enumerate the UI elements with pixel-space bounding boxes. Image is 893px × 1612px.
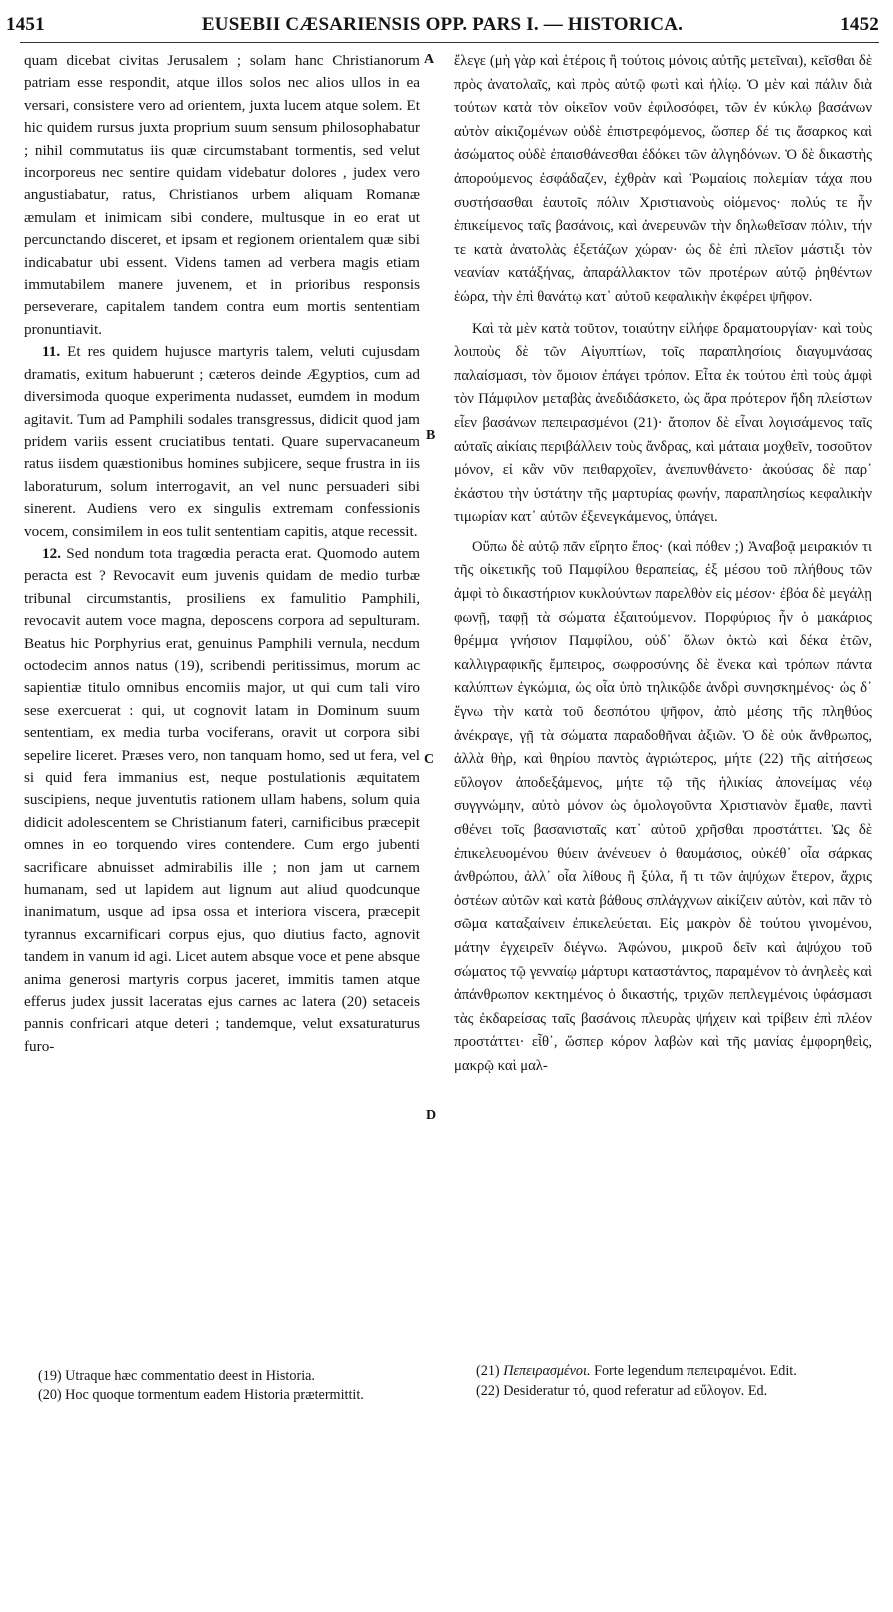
margin-marker-c: C <box>424 752 435 767</box>
greek-paragraph-3: Οὔπω δὲ αὐτῷ πᾶν εἴρητο ἔπος· (καὶ πόθεν ;) Ἀναβοᾷ μειρακιόν τι τῆς οἰκετικῆς τοῦ Παμφίλου θεραπείας, ἐξ μέσου τοῦ πλήθους τῶν ἀμφὶ τὸ δικαστήριον κυκλούντων παρελθὸν εἰς μέσον· ἐβόα δὲ μεγάλῃ φωνῇ, ταφῇ τὰ σώματα ἐξαιτούμενον. Πορφύριος ἦν ὁ μακάριος θρέμμα γνήσιον Παμφίλου, οὐδ᾽ ὅλων ὀκτὼ καὶ δέκα ἐτῶν, καλλιγραφικῆς ἔμπειρος, σωφροσύνης δὲ ἕνεκα καὶ τρόπων πάντα καλύπτων ἐγκώμια, ὡς οἷα ὑπὸ τηλικῷδε ἀνδρὶ συνησκημένος· ὡς δ᾽ ἔγνω τὴν κατὰ τοῦ δεσπότου ψῆφον, ἀπὸ μέσης τῆς πληθύος ἀνέκραγε, γῇ τὰ σώματα παραδοθῆναι ἀξιῶν. Ὁ δὲ οὐκ ἄνθρωπος, ἀλλὰ θὴρ, καὶ θηρίου παντὸς ἀγριώτερος, μήτε (22) τῆς αἰτήσεως εὔλογον ἀποδεξάμενος, μήτε τῷ τῆς ἡλικίας ἀπονείμας νέῳ συγγνώμην, αὐτὸ μόνον ὡς ὁμολογοῦντα Χριστιανὸν ἔμαθε, παντὶ σθένει τοῖς βασανισταῖς κατ᾽ αὐτοῦ χρῆσθαι προστάττει. Ὡς δὲ ἐπικελευομένου θύειν ἀνένευεν ὁ θαυμάσιος, οὐκέθ᾽ οἷα σάρκας ἀνθρώπου, ἀλλ᾽ οἷα λίθους ἢ ξύλα, ἤ τι τῶν ἀψύχων ἕτερον, ἄχρις ὀστέων αὐτῶν καὶ κατὰ βάθους σπλάγχνων αἰκίζειν αὐτὸν, καὶ πᾶν τὸ σῶμα καταξαίνειν ἐπικελεύεται. Εἰς μακρὸν δὲ τούτου γινομένου, μάτην ἐγχειρεῖν διέγνω. Ἀφώνου, μικροῦ δεῖν καὶ ἀψύχου τοῦ σώματος τῷ γενναίῳ μάρτυρι καταστάντος, παραμένον τὸ ἀνηλεὲς καὶ ἀπάνθρωπον κεκτημένος ὁ δικαστής, τριχῶν πεπλεγμένοις ὑφάσμασι τὰς ἐκδαρείσας ταῖς βασάνοις πλευρὰς ψήχειν καὶ τρίβειν ἐπὶ πλέον προστάττει· εἶθ᾽, ὥσπερ κόρον λαβὼν καὶ τῆς μανίας ἐμφορηθεὶς, μακρῷ καὶ μαλ- <box>454 538 872 1074</box>
latin-paragraph-11 <box>24 341 420 543</box>
page-number-right: 1452 <box>840 14 879 35</box>
latin-paragraph-11-text: Et res quidem hujusce martyris talem, veluti cujusdam dramatis, exitum habuerunt ; cæteros deinde Ægyptios, cum ad diversimoda quoque experimenta nudasset, eumdem in modum agitavit. Tum ad Pamphili sodales transgressus, didicit quod jam pridem variis essent cruciatibus tentati. Quare supervacaneum ratus iisdem quæstionibus homines subjicere, seque frustra in iis laboraturum, solum interrogavit, an vel nunc persuaderi sibi sinerent. Audiens vero ex singulis extremam confessionis vocem, consimilem in eos tulit sententiam capitis, atque recessit. <box>24 343 420 540</box>
margin-marker-d: D <box>426 1108 437 1123</box>
footnote-19: (19) Utraque hæc commentatio deest in Historia. <box>38 1368 315 1384</box>
section-number-11: 11. <box>42 343 61 361</box>
margin-marker-a: A <box>424 52 435 67</box>
latin-paragraph-12-text: Sed nondum tota tragœdia peracta erat. Quomodo autem peracta est ? Revocavit eum juvenis quidam de medio turbæ tribunal circumstantis, prosiliens ex famulitio Pamphili, revocavit autem voce magna, deposcens corpora ad sepulturam. Beatus hic Porphyrius erat, genuinus Pamphili vernula, necdum octodecim annos natus (19), scribendi peritissimus, morum ac sapientiæ titulo omnibus encomiis major, ut qui cum tali viro sese exercuerat : qui, ut cognovit latam in Dominum suum sententiam, ex media turba vociferans, oravit ut corpora sibi sepelire liceret. Præses vero, non tanquam homo, sed ut fera, vel si quid fera immanius est, neque postulationis æquitatem suscipiens, neque juventutis rationem ullam habens, solum quia didicit adolescentem se Christianum fateri, carnificibus præcepit omnes in eo torquendo vires contendere. Cum ergo jubenti sacrificare abnuisset admirabilis ille ; non jam ut carnem humanam, sed ut lapidem aut lignum aut aliud quodcunque inanimatum, usque ad ipsa ossa et interiora viscera, præcepit tyrannus excarnificari corpus ejus, quo diutius facto, agnovit tandem in vanum id agi. Licet autem absque voce et pene absque anima generosi martyris corpus jaceret, immitis tamen atque efferus judex jussit laceratas ejus carnes ac latera (20) setaceis pannis confricari atque deteri ; tandemque, velut exsaturaturus furo- <box>24 544 420 1055</box>
footnote-21-number: (21) <box>476 1363 500 1379</box>
footnote-21-lemma: Πεπειρασμένοι. <box>503 1363 591 1379</box>
latin-column <box>24 50 420 1058</box>
greek-footnotes <box>462 1362 872 1402</box>
footnote-22 <box>462 1382 872 1400</box>
margin-marker-b: B <box>426 428 436 443</box>
greek-paragraph-1: ἔλεγε (μὴ γὰρ καὶ ἑτέροις ἢ τούτοις μόνοις αὐτῆς μετεῖναι), κεῖσθαι δὲ πρὸς ἀνατολαῖς, καὶ πρὸς αὐτῷ φωτὶ καὶ ἡλίῳ. Ὁ μὲν καὶ πάλιν διὰ τούτων κατὰ τὸν οἰκεῖον νοῦν ἐφιλοσόφει, τῶν ἐν κύκλῳ βασάνων αὐτὸν αἰκιζομένων οὐδὲ ἐπιστρεφόμενος, ὥσπερ δέ τις ἄσαρκος καὶ ἀσώματος οὐδὲ ἐπαισθάνεσθαι ἐδόκει τῶν ἀλγηδόνων. Ὁ δὲ δικαστὴς ἀπορούμενος ἐσφάδαζεν, ἐχθρὰν καὶ Ῥωμαίοις πολεμίαν τάχα που συστήσασθαι ἑαυτοῖς πόλιν Χριστιανοὺς οἰόμενος· πολύς τε ἦν ἐπικείμενος ταῖς βασάνοις, καὶ ἀνερευνῶν τὴν δηλωθεῖσαν πόλιν, τήν τε κατὰ ἀνατολὰς ἐξετάζων χώραν· ὡς δὲ ἐπὶ πλεῖον μάστιξι τὸν νεανίαν κατάξήνας, ἀπαράλλακτον τῶν προτέρων αὐτῷ ῥηθέντων ἑώρα, τὴν ἐπὶ θανάτῳ κατ᾽ αὐτοῦ κεφαλικὴν ἐκφέρει ψῆφον. <box>454 53 872 305</box>
latin-footnotes <box>24 1368 420 1406</box>
page-number-left: 1451 <box>6 14 45 35</box>
running-title: EUSEBII CÆSARIENSIS OPP. PARS I. — HISTORICA. <box>201 14 684 35</box>
greek-paragraph-2: Καὶ τὰ μὲν κατὰ τοῦτον, τοιαύτην εἰλήφε δραματουργίαν· καὶ τοὺς λοιποὺς δὲ τῶν Αἰγυπτίων, τοῖς παραπλησίοις διαγυμνάσας παλαίσμασι, τὸν ὅμοιον ἐπάγει τρόπον. Εἶτα ἐκ τούτου ἐπὶ τοὺς ἀμφὶ τὸν Πάμφιλον μεταβὰς ἀνεδιδάσκετο, ὡς ἄρα πρότερον ἤδη πλείστων εἶεν βασάνων πεπειρασμένοι (21)· ἄτοπον δὲ εἶναι λογισάμενος ταῖς αὐταῖς αἰκίαις περιβάλλειν τοὺς ἄνδρας, καὶ μάταια μοχθεῖν, τοσοῦτον μόνον, εἰ κἂν νῦν πειθαρχοῖεν, ἀνεπυνθάνετο· ἀκούσας δὲ παρ᾽ ἑκάστου τὴν ὑστάτην τῆς μαρτυρίας φωνήν, παραπλησίως κεφαλικὴν τιμωρίαν κατ᾽ αὐτῶν ἐξενεγκάμενος, ὑπάγει. <box>454 320 872 526</box>
running-header <box>6 14 879 40</box>
footnote-22-text: Desideratur τό, quod referatur ad εὔλογον. Ed. <box>503 1383 768 1399</box>
latin-paragraph-1: quam dicebat civitas Jerusalem ; solam hanc Christianorum patriam esse respondit, atque illos solos nec alios ullos in ea versari, consistere vero ad orientem, juxta lucem atque solem. Et hic quidem rursus juxta proprium suum sensum philosophabatur ; nihil commutatus iis quæ circumstabant tormentis, sed velut incorporeus nec sentire quidam videbatur dolores , judex vero angustiabatur, ratus, Christianos urbem aliquam Romanæ æmulam et inimicam sibi condere, multusque in eo erat ut percunctando disceret, et ipsam et regionem orientalem quæ sibi indicabatur ubi essent. Videns tamen ad verbera magis etiam immutabilem manere juvenem, et in prioribus responsis perseverare, capitalem tandem contra eum mortis sententiam pronuntiavit. <box>24 52 420 338</box>
footnote-21 <box>462 1362 872 1380</box>
footnote-22-number: (22) <box>476 1383 500 1399</box>
greek-column <box>454 50 872 1079</box>
header-rule <box>20 42 879 43</box>
footnote-21-text: Forte legendum πεπειραμένοι. Edit. <box>594 1363 797 1379</box>
section-number-12: 12. <box>42 544 61 562</box>
footnote-20: (20) Hoc quoque tormentum eadem Historia prætermittit. <box>38 1387 364 1403</box>
latin-paragraph-12 <box>24 543 420 1058</box>
